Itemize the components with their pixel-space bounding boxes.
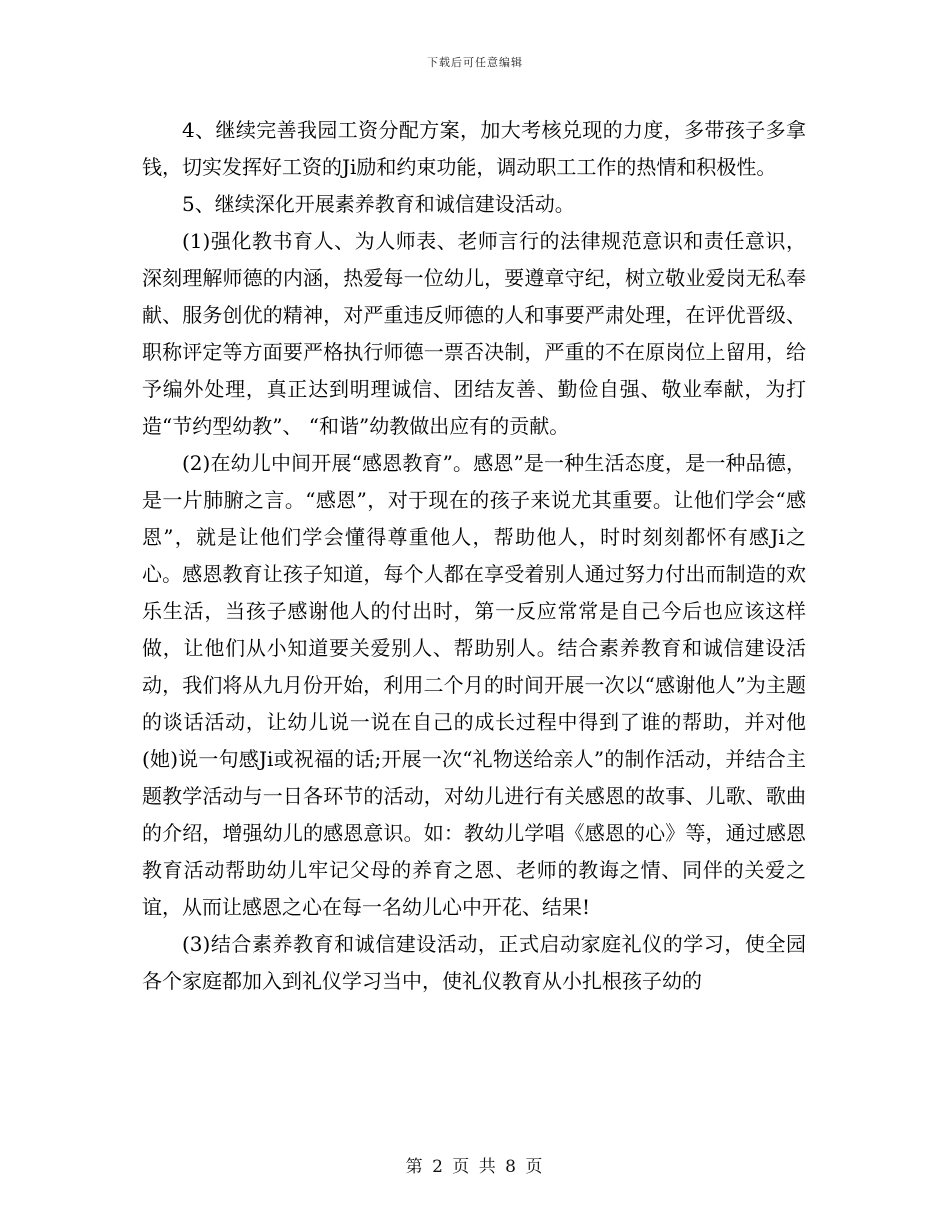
page-number: 第 2 页 共 8 页 xyxy=(405,1157,545,1177)
paragraph-item-4: 4、继续完善我园工资分配方案，加大考核兑现的力度，多带孩子多拿钱，切实发挥好工资的Ji励和约束功能，调动职工工作的热情和积极性。 xyxy=(142,118,806,179)
paragraph-item-5: 5、继续深化开展素养教育和诚信建设活动。 xyxy=(182,192,575,216)
paragraph-subitem-2: (2)在幼儿中间开展“感恩教育”。感恩”是一种生活态度，是一种品德，是一片肺腑之言。“感恩”，对于现在的孩子来说尤其重要。让他们学会“感恩”，就是让他们学会懂得尊重他人，帮助他人，时时刻刻都怀有感Ji之心。感恩教育让孩子知道，每个人都在享受着别人通过努力付出而制造的欢乐生活，当孩子感谢他人的付出时，第一反应常常是自己今后也应该这样做，让他们从小知道要关爱别人、帮助别人。结合素养教育和诚信建设活动，我们将从九月份开始，利用二个月的时间开展一次以“感谢他人”为主题的谈话活动，让幼儿说一说在自己的成长过程中得到了谁的帮助，并对他(她)说一句感Ji或祝福的话;开展一次“礼物送给亲人”的制作活动，并结合主题教学活动与一日各环节的活动，对幼儿进行有关感恩的故事、儿歌、歌曲的介绍，增强幼儿的感恩意识。如：教幼儿学唱《感恩的心》等，通过感恩教育活动帮助幼儿牢记父母的养育之恩、老师的教诲之情、同伴的关爱之谊，从而让感恩之心在每一名幼儿心中开花、结果! xyxy=(142,451,806,919)
document-body xyxy=(142,112,806,1000)
paragraph-subitem-1: (1)强化教书育人、为人师表、老师言行的法律规范意识和责任意识，深刻理解师德的内涵，热爱每一位幼儿，要遵章守纪，树立敬业爱岗无私奉献、服务创优的精神，对严重违反师德的人和事要严肃处理，在评优晋级、职称评定等方面要严格执行师德一票否决制，严重的不在原岗位上留用，给予编外处理，真正达到明理诚信、团结友善、勤俭自强、敬业奉献，为打造“节约型幼教”、 “和谐”幼教做出应有的贡献。 xyxy=(142,229,806,438)
page-header: 下载后可任意编辑 xyxy=(427,56,523,69)
paragraph-subitem-3: (3)结合素养教育和诚信建设活动，正式启动家庭礼仪的学习，使全园各个家庭都加入到礼仪学习当中，使礼仪教育从小扎根孩子幼的 xyxy=(142,932,806,993)
